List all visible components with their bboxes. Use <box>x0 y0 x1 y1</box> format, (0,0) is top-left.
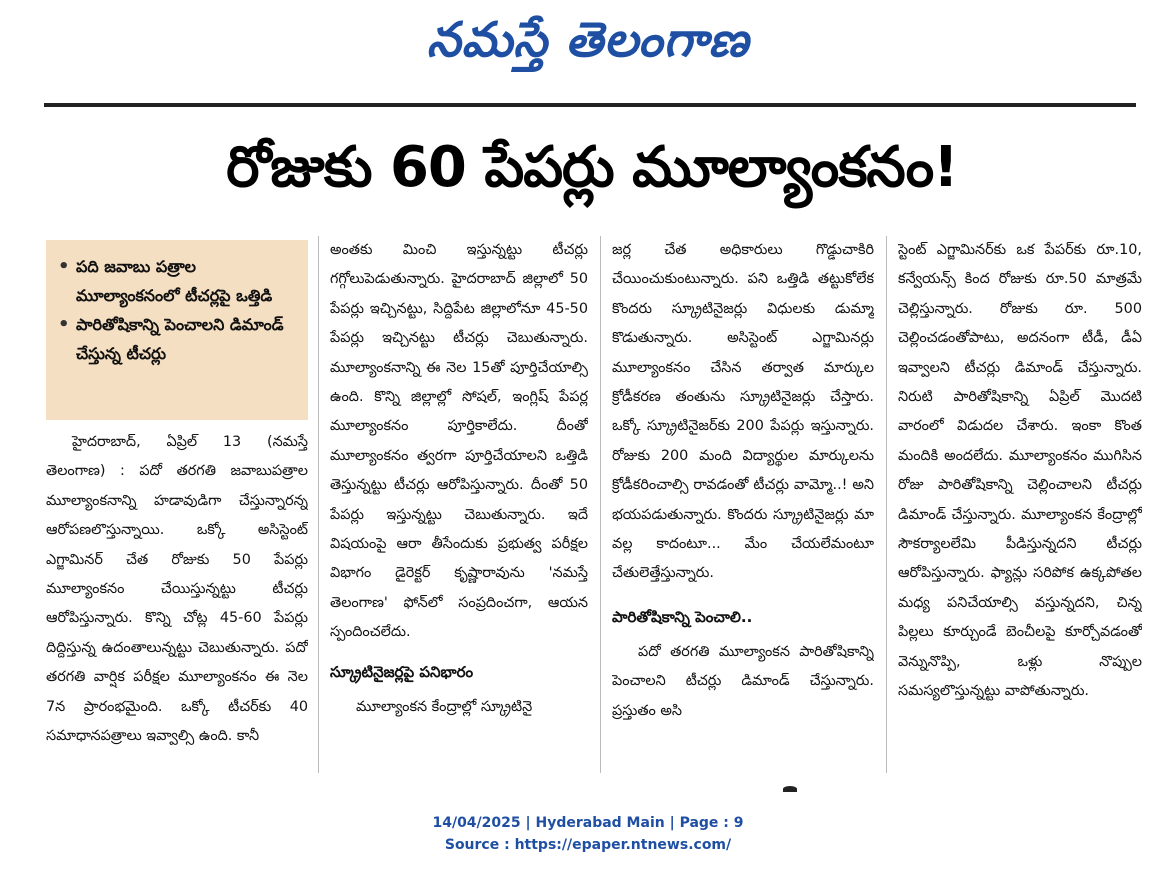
article-column-4 <box>898 236 1142 773</box>
article-column-2 <box>330 236 588 773</box>
bullet-icon: • <box>58 256 70 277</box>
highlight-item <box>58 310 298 368</box>
highlight-text: పారితోషికాన్ని పెంచాలని డిమాండ్ చేస్తున్న టీచర్లు <box>76 315 284 363</box>
article-paragraph: మూల్యాంకన కేంద్రాల్లో స్క్రూటినై <box>356 698 533 715</box>
article-paragraph: స్టెంట్ ఎగ్జామినర్‌కు ఒక పేపర్‌కు రూ.10, కన్వేయన్స్ కింద రోజుకు రూ.50 మాత్రమే చెల్లిస్తున్నారు. రోజుకు రూ. 500 చెల్లించడంతోపాటు, అదనంగా టీడీ, డీఏ ఇవ్వాలని టీచర్లు డిమాండ్ చేస్తున్నారు. నిరుటి పారితోషికాన్ని ఏప్రిల్ మొదటి వారంలో విడుదల చేశారు. ఇంకా కొంత మందికి అందలేదు. మూల్యాంకనం ముగిసిన రోజు పారితోషికాన్ని చెల్లించాలని టీచర్లు డిమాండ్ చేస్తున్నారు. మూల్యాంకన కేంద్రాల్లో సౌకర్యాలలేమి పీడిస్తున్నదని టీచర్లు ఆరోపిస్తున్నారు. ఫ్యాన్లు సరిపోక ఉక్కపోతల మధ్య పనిచేయాల్సి వస్తున్నదని, చిన్న పిల్లలు కూర్చుండే బెంచీలపై కూర్చోవడంతో వెన్నునొప్పి, ఒళ్లు నొప్పుల సమస్యలొస్తున్నట్టు వాపోతున్నారు. <box>898 242 1142 700</box>
column-divider <box>318 236 319 773</box>
article-paragraph: అంతకు మించి ఇస్తున్నట్టు టీచర్లు గగ్గోలుపెడుతున్నారు. హైదరాబాద్ జిల్లాలో 50 పేపర్లు ఇచ్చినట్టు, సిద్దిపేట జిల్లాలోనూ 45-50 పేపర్లు ఇచ్చినట్టు టీచర్లు చెబుతున్నారు. మూల్యాంకనాన్ని ఈ నెల 15తో పూర్తిచేయాల్సి ఉంది. కొన్ని జిల్లాల్లో సోషల్, ఇంగ్లిష్ పేపర్ల మూల్యాంకనం పూర్తికాలేదు. దీంతో మూల్యాంకనం త్వరగా పూర్తిచేయాలని ఒత్తిడి తెస్తున్నట్టు టీచర్లు ఆరోపిస్తున్నారు. దీంతో 50 పేపర్లు ఇస్తున్నట్టు చెబుతున్నారు. ఇదే విషయంపై ఆరా తీసేందుకు ప్రభుత్వ పరీక్షల విభాగం డైరెక్టర్ కృష్ణారావును 'నమస్తే తెలంగాణ' ఫోన్‌లో సంప్రదించగా, ఆయన స్పందించలేదు. <box>330 242 588 641</box>
highlight-item <box>58 252 298 310</box>
article-paragraph: జర్ల చేత అధికారులు గొడ్డుచాకిరి చేయించుకుంటున్నారు. పని ఒత్తిడి తట్టుకోలేక కొందరు స్క్రూటినైజర్లు విధులకు డుమ్మా కొడుతున్నారు. అసిస్టెంట్ ఎగ్జామినర్లు మూల్యాంకనం చేసిన తర్వాత మార్కుల క్రోడీకరణ తంతును స్క్రూటినైజర్లు చేస్తారు. ఒక్కో స్క్రూటినైజర్‌కు 200 పేపర్లు ఇస్తున్నారు. రోజుకు 200 మంది విద్యార్థుల మార్కులను క్రోడీకరించాల్సి రావడంతో టీచర్లు వామ్మో..! అని భయపడుతున్నారు. కొందరు స్క్రూటినైజర్లు మా వల్ల కాదంటూ... మేం చేయలేమంటూ చేతులెత్తేస్తున్నారు. <box>612 242 874 582</box>
article-column-1 <box>46 428 308 773</box>
cut-mark <box>783 786 797 792</box>
footer-source-link[interactable]: Source : https://epaper.ntnews.com/ <box>444 837 732 853</box>
masthead-rule <box>44 103 1136 107</box>
bullet-icon: • <box>58 314 70 335</box>
article-paragraph: పదో తరగతి మూల్యాంకన పారితోషికాన్ని పెంచాలని టీచర్లు డిమాండ్ చేస్తున్నారు. ప్రస్తుతం అసి <box>612 643 874 719</box>
highlight-box <box>46 240 308 420</box>
headline: రోజుకు 60 పేపర్లు మూల్యాంకనం! <box>226 135 958 200</box>
footer-date-edition: 14/04/2025 | Hyderabad Main | Page : 9 <box>432 815 744 831</box>
article-paragraph: హైదరాబాద్, ఏప్రిల్ 13 (నమస్తే తెలంగాణ) : పదో తరగతి జవాబుపత్రాల మూల్యాంకనాన్ని హడావుడిగా చేస్తున్నారన్న ఆరోపణలొస్తున్నాయి. ఒక్కో అసిస్టెంట్ ఎగ్జామినర్ చేత రోజుకు 50 పేపర్లు మూల్యాంకనం చేయిస్తున్నట్టు టీచర్లు ఆరోపిస్తున్నారు. కొన్ని చోట్ల 45-60 పేపర్లు దిద్దిస్తున్న ఉదంతాలున్నట్టు చెబుతున్నారు. పదో తరగతి వార్షిక పరీక్షల మూల్యాంకనం ఈ నెల 7న ప్రారంభమైంది. ఒక్కో టీచర్‌కు 40 సమాధానపత్రాలు ఇవ్వాల్సి ఉంది. కానీ <box>46 434 308 745</box>
subheading-remuneration: పారితోషికాన్ని పెంచాలి.. <box>612 607 753 626</box>
column-divider <box>600 236 601 773</box>
masthead-logo: నమస్తే తెలంగాణ <box>426 12 750 68</box>
highlight-text: పది జవాబు పత్రాల మూల్యాంకనంలో టీచర్లపై ఒత్తిడి <box>76 257 273 305</box>
article-column-3 <box>612 236 874 773</box>
column-divider <box>886 236 887 773</box>
subheading-scrutinizers: స్క్రూటినైజర్లపై పనిభారం <box>330 662 474 681</box>
